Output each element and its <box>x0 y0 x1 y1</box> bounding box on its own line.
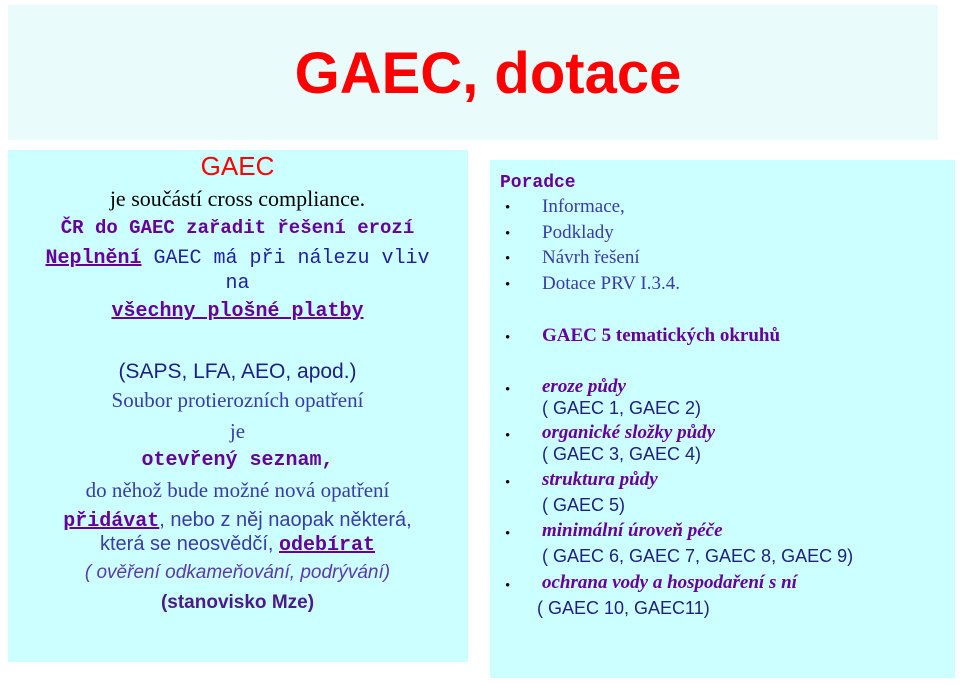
add-line <box>0 509 475 533</box>
na-line: na <box>225 272 250 295</box>
title-banner <box>8 5 938 140</box>
topic-name: organické složky půdy <box>542 422 716 443</box>
topic-codes: ( GAEC 6, GAEC 7, GAEC 8, GAEC 9) <box>542 546 854 566</box>
topic-name: eroze půdy <box>542 376 626 397</box>
bullet-icon: • <box>505 526 511 542</box>
topic-codes: ( GAEC 3, GAEC 4) <box>542 444 702 464</box>
open-list-label: otevřený seznam <box>141 449 322 472</box>
unproven-text: která se neosvědčí, <box>100 533 279 555</box>
je-line: je <box>229 419 246 443</box>
remove-word: odebírat <box>278 534 375 557</box>
advisor-item: Informace, <box>542 196 625 217</box>
bullet-icon: • <box>505 578 511 594</box>
remove-line <box>0 533 475 557</box>
topic-name: struktura půdy <box>542 469 658 490</box>
bullet-icon: • <box>505 475 511 491</box>
advisor-item: Podklady <box>542 222 614 243</box>
all-payments-line: všechny plošné platby <box>111 300 364 323</box>
bullet-icon: • <box>505 226 511 242</box>
add-word: přidávat <box>63 510 160 533</box>
bullet-icon: • <box>505 330 511 346</box>
bullet-icon: • <box>505 200 511 216</box>
verify-line: ( ověření odkameňování, podrývání) <box>84 562 391 583</box>
advisor-heading: Poradce <box>500 173 576 193</box>
soubor-line: Soubor protierozních opatření <box>111 388 364 412</box>
bullet-icon: • <box>505 251 511 267</box>
advisor-item: Dotace PRV I.3.4. <box>542 273 680 294</box>
into-line: do něhož bude možné nová opatření <box>85 478 390 502</box>
component-line: je součástí cross compliance. <box>109 186 366 211</box>
gaec-heading: GAEC <box>200 151 275 181</box>
saps-line: (SAPS, LFA, AEO, apod.) <box>118 360 357 383</box>
non-compliance-line <box>0 246 475 270</box>
bullet-icon: • <box>505 277 511 293</box>
topic-name: minimální úroveň péče <box>542 520 723 541</box>
bullet-icon: • <box>505 382 511 398</box>
add-rest: , nebo z něj naopak některá, <box>159 509 412 531</box>
topic-codes: ( GAEC 1, GAEC 2) <box>542 398 702 418</box>
non-compliance-word: Neplnění <box>45 247 142 270</box>
advisor-item: Návrh řešení <box>542 247 640 268</box>
topic-codes: ( GAEC 5) <box>542 495 626 515</box>
slide-title: GAEC, dotace <box>294 41 682 106</box>
thematic-heading: GAEC 5 tematických okruhů <box>542 325 781 346</box>
topic-name: ochrana vody a hospodaření s ní <box>542 572 797 593</box>
opinion-line: (stanovisko Mze) <box>160 592 315 613</box>
cr-line: ČR do GAEC zařadit řešení erozí <box>60 217 415 239</box>
bullet-icon: • <box>505 428 511 444</box>
non-compliance-rest: GAEC má při nálezu vliv <box>141 247 430 270</box>
topic-codes: ( GAEC 10, GAEC11) <box>537 598 710 618</box>
open-list-line: otevřený seznam, <box>141 449 334 472</box>
